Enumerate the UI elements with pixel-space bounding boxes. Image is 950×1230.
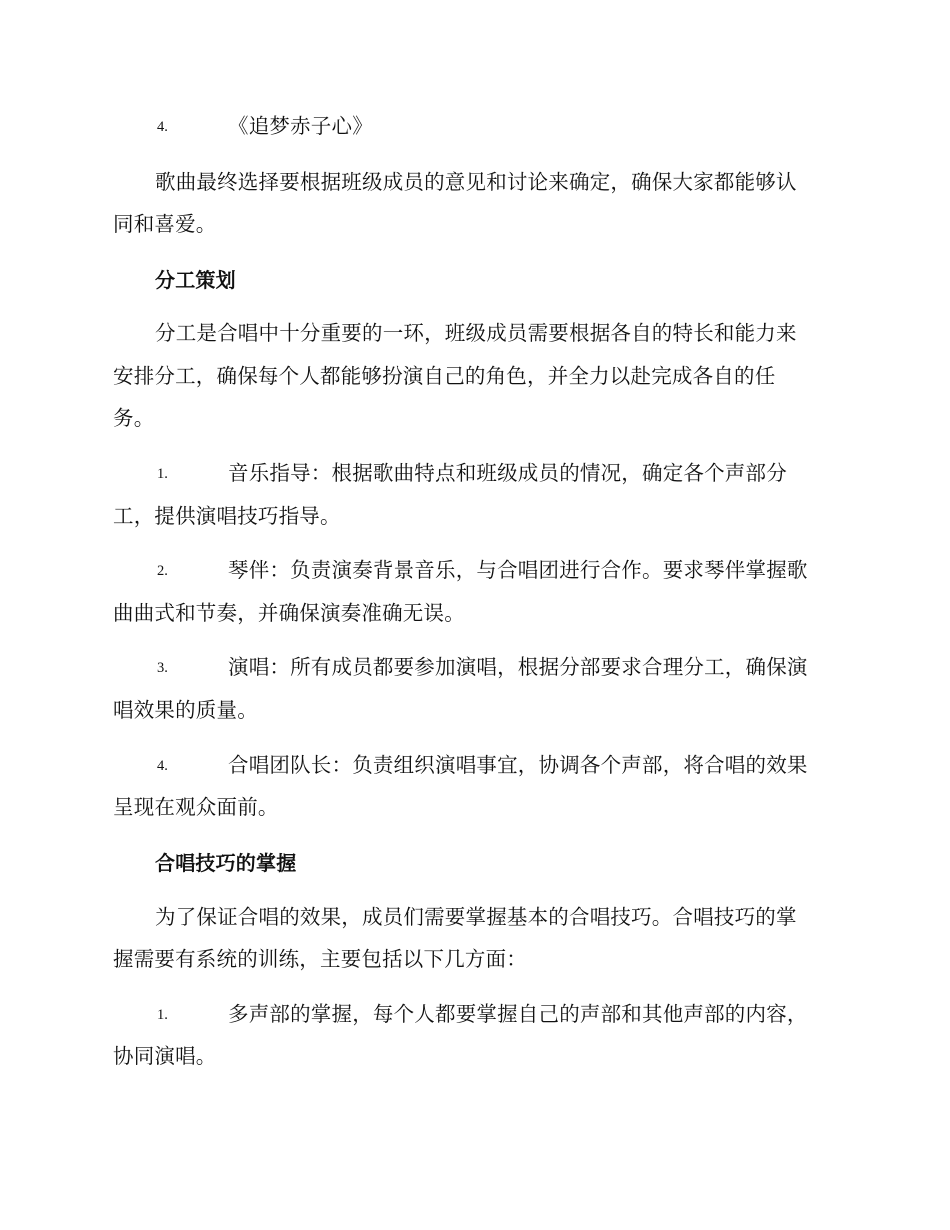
paragraph-line: 为了保证合唱的效果，成员们需要掌握基本的合唱技巧。合唱技巧的掌 [155, 905, 797, 929]
list-item-line: 多声部的掌握，每个人都要掌握自己的声部和其他声部的内容， [228, 1002, 808, 1026]
paragraph-line: 务。 [113, 406, 155, 430]
list-item-line: 呈现在观众面前。 [113, 795, 279, 819]
paragraph-line: 分工是合唱中十分重要的一环，班级成员需要根据各自的特长和能力来 [155, 321, 797, 345]
list-item-line: 工，提供演唱技巧指导。 [113, 504, 341, 528]
list-number: 1. [157, 466, 168, 482]
list-number: 4. [157, 758, 168, 774]
list-number: 2. [157, 563, 168, 579]
paragraph-line: 同和喜爱。 [113, 212, 217, 236]
list-item-line: 曲曲式和节奏，并确保演奏准确无误。 [113, 601, 465, 625]
list-number: 1. [157, 1007, 168, 1023]
list-number: 4. [157, 119, 168, 135]
song-title: 《追梦赤子心》 [228, 114, 373, 138]
paragraph-line: 歌曲最终选择要根据班级成员的意见和讨论来确定，确保大家都能够认 [155, 170, 797, 194]
section-heading: 分工策划 [155, 268, 236, 292]
paragraph-line: 安排分工，确保每个人都能够扮演自己的角色，并全力以赴完成各自的任 [113, 364, 776, 388]
list-item-line: 合唱团队长：负责组织演唱事宜，协调各个声部，将合唱的效果 [228, 753, 808, 777]
list-item-line: 唱效果的质量。 [113, 698, 258, 722]
list-number: 3. [157, 660, 168, 676]
list-item-line: 音乐指导：根据歌曲特点和班级成员的情况，确定各个声部分 [228, 461, 787, 485]
paragraph-line: 握需要有系统的训练，主要包括以下几方面： [113, 947, 527, 971]
list-item-line: 琴伴：负责演奏背景音乐，与合唱团进行合作。要求琴伴掌握歌 [228, 558, 808, 582]
list-item-line: 协同演唱。 [113, 1044, 217, 1068]
list-item-line: 演唱：所有成员都要参加演唱，根据分部要求合理分工，确保演 [228, 655, 808, 679]
section-heading: 合唱技巧的掌握 [155, 851, 297, 875]
